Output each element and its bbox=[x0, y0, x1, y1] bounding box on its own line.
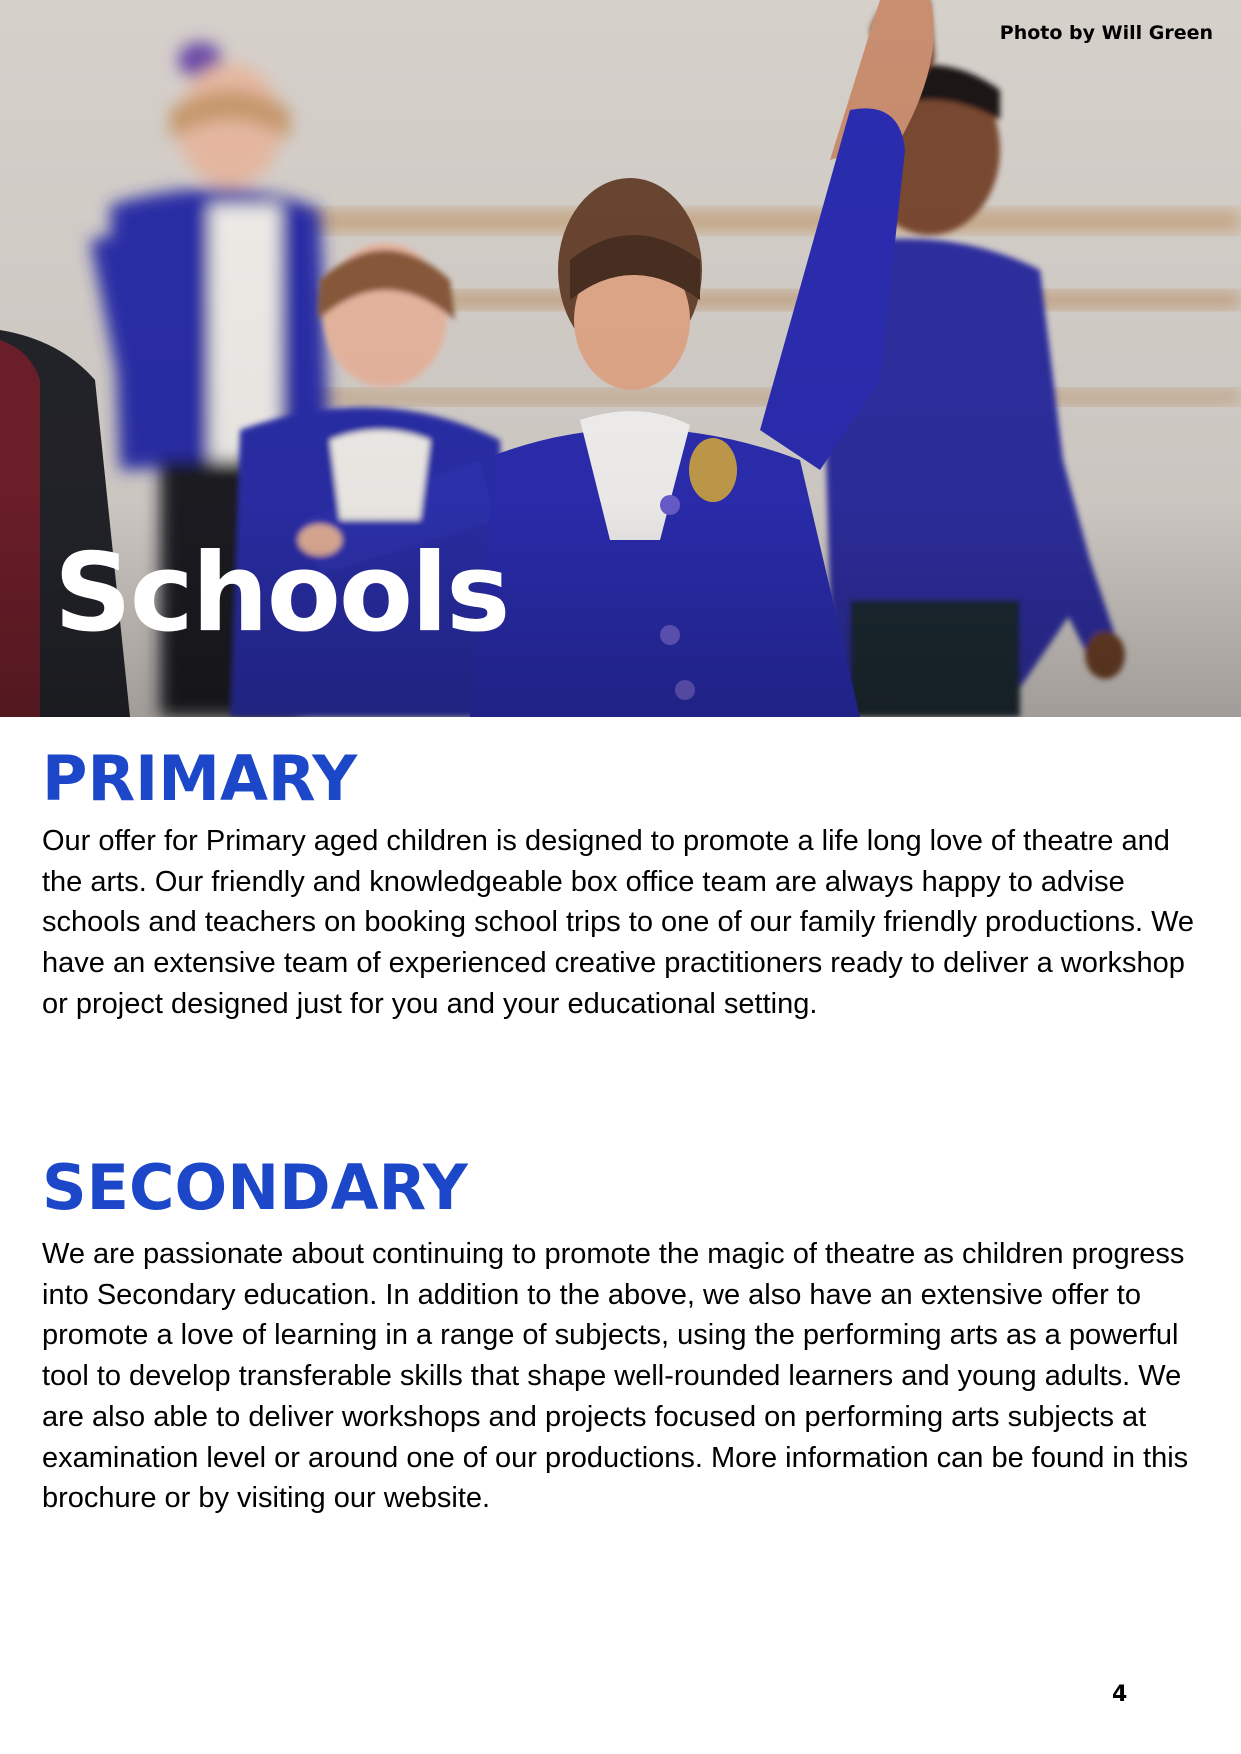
secondary-heading: SECONDARY bbox=[42, 1151, 468, 1224]
page-number: 4 bbox=[1112, 1682, 1128, 1707]
primary-heading: PRIMARY bbox=[42, 742, 358, 815]
page-title: Schools bbox=[54, 531, 509, 656]
secondary-body-text: We are passionate about continuing to promote the magic of theatre as children progress into Secondary education. In addition to the above, we also have an extensive offer to promote a love of learning in a range of subjects, using the performing arts as a powerful tool to develop transferable skills that shape well-rounded learners and young adults. We are also able to deliver workshops and projects focused on performing arts subjects at examination level or around one of our productions. More information can be found in this brochure or by visiting our website. bbox=[42, 1238, 1189, 1515]
primary-body-text: Our offer for Primary aged children is designed to promote a life long love of theatre and the arts. Our friendly and knowledgeable box office team are always happy to advise schools and teachers on booking school trips to one of our family friendly productions. We have an extensive team of experienced creative practitioners ready to deliver a workshop or project designed just for you and your educational setting. bbox=[42, 825, 1195, 1020]
hero-photo bbox=[0, 0, 1241, 717]
photo-credit: Photo by Will Green bbox=[999, 22, 1213, 44]
